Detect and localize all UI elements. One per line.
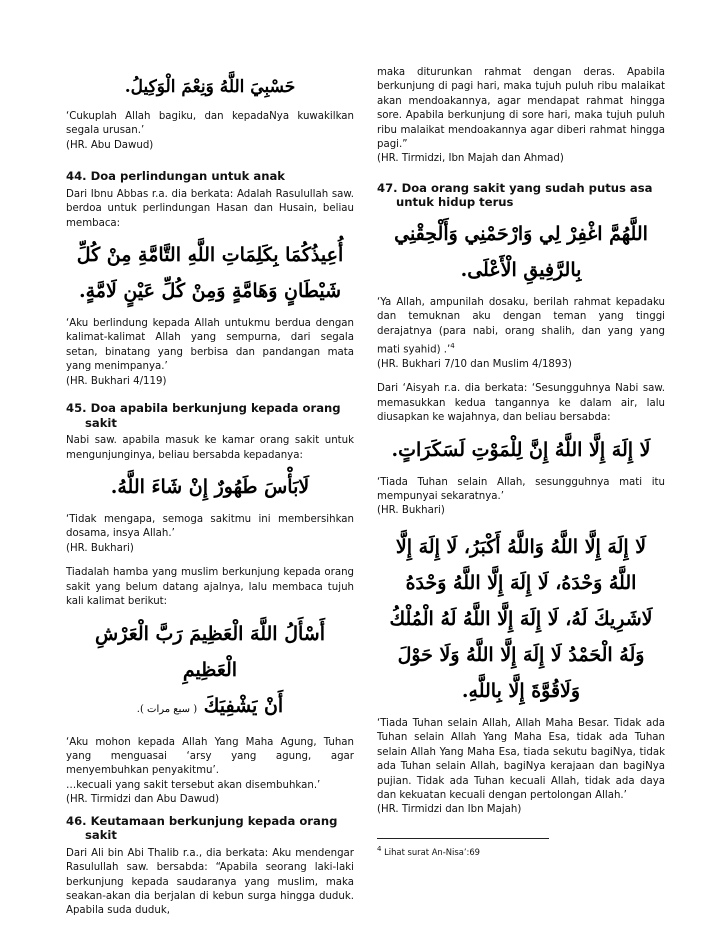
section-47-translation: ‘Ya Allah, ampunilah dosaku, berilah rahmat kepadaku dan temuknan aku dengan teman yang tinggi derajatnya (para nabi, orang shalih, dan yang yang mati syahid) .’$^4$ — [377, 297, 665, 356]
section-45-translation-2b: …kecuali yang sakit tersebut akan disembuhkan.’ — [66, 779, 321, 791]
mawt-translation: ‘Tiada Tuhan selain Allah, sesungguhnya mati itu mempunyai sekaratnya.’ — [377, 476, 665, 503]
right-column — [377, 66, 665, 858]
arabic-mawt: لَا إِلَهَ إِلَّا اللَّهُ إِنَّ لِلْمَوْتِ لَسَكَرَاتٍ. — [391, 438, 651, 461]
heading-section-44: 44. Doa perlindungan untuk anak — [66, 169, 285, 184]
section-45-intro: Nabi saw. apabila masuk ke kamar orang sakit untuk mengunjunginya, beliau bersabda kepadanya: — [66, 435, 354, 461]
hasbi-source: (HR. Abu Dawud) — [66, 139, 154, 151]
section-46-source: (HR. Tirmidzi, Ibn Majah dan Ahmad) — [377, 153, 564, 165]
arabic-section-44: أُعِيذُكُمَا بِكَلِمَاتِ اللَّهِ التَّامَّةِ مِنْ كُلِّ شَيْطَانٍ وَهَامَّةٍ وَمِنْ كُلِّ عَيْنٍ لَامَّةٍ. — [76, 244, 344, 303]
left-column — [66, 66, 354, 919]
footnote-text: Lihat surat An-Nisa’:69 — [381, 846, 480, 857]
section-46-intro: Dari Ali bin Abi Thalib r.a., dia berkata: Aku mendengar Rasulullah saw. bersabda: “Apabila seorang laki-laki berkunjung kepada saudaranya yang muslim, maka seakan-akan dia berjalan di kebun surga hingga duduk. Apabila suda duduk, — [66, 847, 354, 917]
arabic-hasbi: حَسْبِيَ اللَّهُ وَنِعْمَ الْوَكِيلُ. — [124, 77, 296, 97]
tahlil-source: (HR. Tirmidzi dan Ibn Majah) — [377, 804, 522, 816]
section-45-translation-2: ‘Aku mohon kepada Allah Yang Maha Agung, Tuhan yang menguasai ‘arsy yang agung, agar menyembuhkan penyakitmu’. — [66, 736, 354, 777]
section-44-source: (HR. Bukhari 4/119) — [66, 375, 167, 387]
footnote-divider — [377, 838, 549, 839]
hasbi-translation: ‘Cukuplah Allah bagiku, dan kepadaNya kuwakilkan segala urusan.’ — [66, 111, 354, 137]
section-45-source: (HR. Bukhari) — [66, 542, 134, 554]
mawt-source: (HR. Bukhari) — [377, 505, 445, 517]
footnote-reference[interactable]: 4 — [450, 342, 455, 351]
aisyah-intro: Dari ‘Aisyah r.a. dia berkata: ‘Sesungguhnya Nabi saw. memasukkan kedua tangannya ke dalam air, lalu diusapkan ke wajahnya, dan beliau bersabda: — [377, 383, 665, 424]
arabic-section-45: لَابَأْسَ طَهُورٌ إِنْ شَاءَ اللَّهُ. — [110, 476, 310, 499]
section-46-continuation: maka diturunkan rahmat dengan deras. Apabila berkunjung di pagi hari, maka tujuh puluh ribu malaikat akan mendoakannya, agar mendapat rahmat hingga sore. Apabila berkunjung di sore hari, maka tujuh puluh ribu malaikat mendoakannya agar diberi rahmat hingga pagi.” — [377, 67, 665, 151]
tahlil-translation: ‘Tiada Tuhan selain Allah, Allah Maha Besar. Tidak ada Tuhan selain Allah Yang Maha Esa, tidak ada Tuhan selain Allah Yang Maha Esa, tiada sekutu bagiNya, tidak ada Tuhan selain Allah, bagiNya kerajaan dan bagiNya pujian. Tidak ada Tuhan kecuali Allah, tidak ada daya dan kekuatan kecuali dengan pertolongan Allah.’ — [377, 717, 665, 801]
section-45-translation: ‘Tidak mengapa, semoga sakitmu ini membersihkan dosama, insya Allah.’ — [66, 514, 354, 540]
arabic-section-45-b: أَسْأَلُ اللَّهَ الْعَظِيمَ رَبَّ الْعَرْشِ الْعَظِيمِ أَنْ يَشْفِيَكَ ( سبع مرات ). — [95, 622, 325, 717]
footnote — [377, 843, 665, 858]
section-44-translation: ‘Aku berlindung kepada Allah untukmu berdua dengan kalimat-kalimat Allah yang sempurna, dari segala setan, binatang yang berbisa dan pandangan mata yang menimpanya.’ — [66, 318, 354, 373]
arabic-section-47: اللَّهُمَّ اغْفِرْ لِي وَارْحَمْنِي وَأَلْحِقْنِي بِالرَّفِيقِ الْأَعْلَى. — [394, 223, 648, 282]
section-44-intro: Dari Ibnu Abbas r.a. dia berkata: Adalah Rasulullah saw. berdoa untuk perlindungan Hasan dan Husain, beliau membaca: — [66, 188, 354, 229]
heading-section-45: 45. Doa apabila berkunjung kepada orang sakit — [66, 401, 341, 430]
arabic-seven-times-note: ( سبع مرات ). — [136, 703, 198, 715]
arabic-tahlil: لَا إِلَهَ إِلَّا اللَّهُ وَاللَّهُ أَكْبَرُ، لَا إِلَهَ إِلَّا اللَّهُ وَحْدَهُ، لَا إِلَهَ إِلَّا اللَّهُ وَحْدَهُ لَاشَرِيكَ لَهُ، لَا إِلَهَ إِلَّا اللَّهُ لَهُ الْمُلْكُ وَلَهُ الْحَمْدُ لَا إِلَهَ إِلَّا اللَّهُ وَلَا حَوْلَ وَلَاقُوَّةَ إِلَّا بِاللَّهِ. — [389, 535, 653, 702]
heading-section-47: 47. Doa orang sakit yang sudah putus asa untuk hidup terus — [377, 180, 653, 210]
section-45-source-2: (HR. Tirmidzi dan Abu Dawud) — [66, 794, 220, 806]
heading-section-46: 46. Keutamaan berkunjung kepada orang sakit — [66, 813, 338, 843]
section-47-source: (HR. Bukhari 7/10 dan Muslim 4/1893) — [377, 359, 572, 371]
footnote-number: 4 — [377, 844, 382, 853]
section-45-intro-2: Tiadalah hamba yang muslim berkunjung kepada orang sakit yang belum datang ajalnya, lalu membaca tujuh kali kalimat berikut: — [66, 567, 354, 608]
